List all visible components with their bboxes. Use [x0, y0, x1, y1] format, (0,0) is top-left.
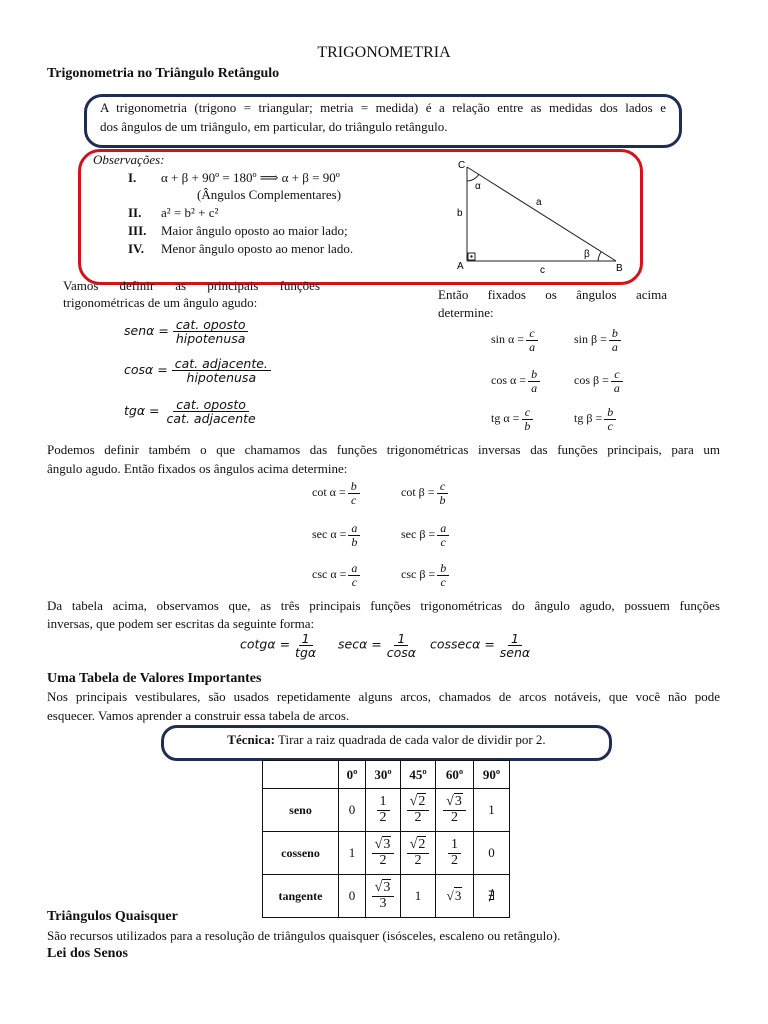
- fraction-denominator: 2: [451, 809, 458, 825]
- fraction-denominator: c: [351, 492, 357, 507]
- table-header-cell: 60º: [436, 761, 474, 789]
- alpha-label: α: [475, 181, 481, 192]
- fraction-denominator: hipotenusa: [186, 370, 257, 386]
- table-row-label: cosseno: [263, 832, 339, 875]
- table-cell: [401, 789, 436, 832]
- table-cell: [474, 789, 510, 832]
- fraction-denominator: b: [351, 534, 358, 549]
- ratio-formula: [574, 368, 625, 394]
- table-cell: [366, 875, 401, 918]
- tecnica-description: Tirar a raiz quadrada de cada valor de dividir por 2.: [274, 732, 546, 747]
- ratio-fraction: [348, 480, 360, 506]
- table-value: [441, 793, 468, 825]
- value-fraction: [443, 795, 466, 825]
- fraction-numerator: 1: [508, 632, 522, 646]
- fraction-numerator: cat. oposto: [173, 398, 249, 412]
- ratio-fraction: [437, 562, 449, 588]
- ratio-formula: [312, 522, 362, 548]
- reciprocal-fraction: [292, 632, 319, 659]
- table-value: [405, 793, 432, 825]
- ratio-fraction: [437, 522, 449, 548]
- ratio-lhs: sin β =: [574, 331, 607, 346]
- definition-formula: [124, 357, 273, 384]
- ratio-formula: [401, 522, 451, 548]
- square-root: √2: [409, 793, 426, 809]
- ratio-fraction: [348, 562, 360, 588]
- reciprocal-para-line-2: inversas, que podem ser escritas da seguinte forma:: [47, 616, 315, 631]
- reciprocal-formula: [240, 632, 321, 659]
- table-value: [370, 879, 397, 911]
- table-value: 0: [488, 845, 495, 860]
- ratio-formula: [574, 327, 623, 353]
- fraction-denominator: cosα: [386, 645, 417, 661]
- fraction-numerator: cat. adjacente.: [172, 357, 271, 371]
- beta-label: β: [584, 249, 590, 260]
- reciprocal-fraction: [384, 632, 419, 659]
- table-cell: [401, 832, 436, 875]
- observation-text: a² = b² + c²: [161, 205, 219, 220]
- ratio-fraction: [437, 480, 449, 506]
- radicand: 2: [418, 836, 426, 852]
- table-row: [263, 789, 510, 832]
- table-cell: [436, 789, 474, 832]
- radicand: 3: [383, 836, 391, 852]
- fraction-denominator: c: [440, 574, 446, 589]
- fraction-denominator: a: [529, 339, 536, 354]
- table-value: 1: [488, 802, 495, 817]
- value-fraction: [377, 795, 390, 825]
- definitions-intro-line-1: Vamos definir as principais funções: [63, 278, 320, 293]
- observation-text: Menor ângulo oposto ao menor lado.: [161, 241, 354, 256]
- fraction-denominator: c: [440, 534, 446, 549]
- intro-line-2: dos ângulos de um triângulo, em particular, do triângulo retângulo.: [100, 119, 448, 134]
- right-intro-line-2: determine:: [438, 305, 494, 320]
- alpha-arc: [467, 174, 479, 181]
- definition-fraction: [173, 318, 249, 345]
- table-cell: [366, 789, 401, 832]
- observation-text: (Ângulos Complementares): [197, 187, 342, 202]
- reciprocal-lhs: cotgα =: [240, 636, 291, 652]
- observation-item: [128, 187, 341, 203]
- table-value: 1: [414, 888, 422, 903]
- tecnica-label: Técnica:: [227, 732, 275, 747]
- square-root: √3: [374, 836, 391, 852]
- ratio-lhs: cot β =: [401, 484, 435, 499]
- fraction-denominator: 3: [379, 895, 387, 911]
- fraction-numerator: b: [604, 406, 616, 420]
- reciprocal-lhs: secα =: [338, 636, 382, 652]
- ratio-lhs: cot α =: [312, 484, 346, 499]
- fraction-denominator: tgα: [295, 645, 317, 661]
- fraction-denominator: c: [351, 574, 358, 589]
- table-cell: [339, 875, 366, 918]
- table-header-cell: [263, 761, 339, 789]
- radicand: 2: [418, 793, 426, 809]
- fraction-numerator: [443, 795, 466, 811]
- observation-item: [128, 223, 348, 239]
- table-cell: [474, 832, 510, 875]
- fraction-numerator: [407, 838, 430, 854]
- fraction-numerator: a: [348, 522, 360, 536]
- side-b-label: b: [457, 208, 463, 219]
- observation-item: [128, 241, 353, 257]
- definition-formula: [124, 318, 250, 345]
- table-value: [447, 888, 463, 903]
- fraction-numerator: a: [348, 562, 360, 576]
- fraction-numerator: c: [522, 406, 533, 420]
- fraction-numerator: 1: [448, 838, 461, 854]
- fraction-numerator: cat. oposto: [173, 318, 249, 332]
- ratio-fraction: [604, 406, 616, 432]
- ratio-formula: [491, 406, 535, 432]
- fraction-denominator: senα: [499, 645, 531, 661]
- table-row-label: seno: [263, 789, 339, 832]
- table-cell: [339, 832, 366, 875]
- values-para-line-2: esquecer. Vamos aprender a construir essa tabela de arcos.: [47, 708, 350, 723]
- table-header-cell: 45º: [401, 761, 436, 789]
- observation-number: III.: [128, 223, 147, 238]
- inverse-para-line-2: ângulo agudo. Então fixados os ângulos acima determine:: [47, 461, 348, 476]
- beta-arc: [598, 252, 601, 261]
- definitions-intro-line-2: trigonométricas de um ângulo agudo:: [63, 295, 258, 310]
- table-value: 1: [348, 845, 356, 860]
- observation-text: α + β + 90º = 180º ⟹ α + β = 90º: [161, 170, 340, 185]
- square-root: √3: [446, 793, 462, 809]
- table-value: [405, 836, 432, 868]
- ratio-lhs: csc α =: [312, 566, 347, 581]
- observation-text: Maior ângulo oposto ao maior lado;: [161, 223, 348, 238]
- fraction-numerator: b: [528, 368, 540, 382]
- right-angle-dot: [470, 255, 472, 257]
- side-a-label: a: [536, 197, 542, 208]
- value-fraction: [407, 795, 430, 825]
- ratio-formula: [401, 562, 451, 588]
- vertex-b-label: B: [616, 263, 623, 274]
- definition-fraction: [164, 398, 259, 425]
- fraction-numerator: [372, 838, 395, 854]
- fraction-numerator: [407, 795, 430, 811]
- definition-lhs: tgα =: [124, 402, 160, 418]
- definition-lhs: cosα =: [124, 361, 168, 377]
- fraction-denominator: a: [611, 339, 618, 354]
- fraction-numerator: b: [348, 480, 360, 494]
- fraction-numerator: a: [437, 522, 449, 536]
- observation-number: IV.: [128, 241, 145, 256]
- reciprocal-formula: [338, 632, 421, 659]
- ratio-fraction: [526, 327, 538, 353]
- value-fraction: [372, 881, 395, 911]
- fraction-denominator: 2: [414, 809, 422, 825]
- ratio-lhs: csc β =: [401, 566, 436, 581]
- reciprocal-para-line-1: Da tabela acima, observamos que, as três principais funções trigonométricas do ângulo agudo, possuem funções: [47, 598, 720, 613]
- table-row: [263, 832, 510, 875]
- section-heading-values-table: Uma Tabela de Valores Importantes: [47, 671, 262, 686]
- table-cell: [339, 789, 366, 832]
- section-heading-law-of-sines: Lei dos Senos: [47, 946, 128, 961]
- table-value: 0: [348, 802, 356, 817]
- table-cell: [401, 875, 436, 918]
- value-fraction: [372, 838, 395, 868]
- reciprocal-fraction: [497, 632, 533, 659]
- fraction-denominator: 2: [414, 852, 422, 868]
- table-header-cell: 90º: [474, 761, 510, 789]
- ratio-formula: [312, 562, 362, 588]
- fraction-numerator: b: [609, 327, 621, 341]
- page-title: TRIGONOMETRIA: [317, 44, 451, 61]
- fraction-denominator: 2: [379, 852, 387, 868]
- ratio-lhs: tg β =: [574, 410, 603, 425]
- right-intro-line-1: Então fixados os ângulos acima: [438, 287, 667, 302]
- ratio-lhs: sec β =: [401, 526, 436, 541]
- table-value: [375, 793, 392, 825]
- ratio-fraction: [609, 327, 621, 353]
- radicand: 3: [383, 879, 391, 895]
- fraction-denominator: b: [439, 492, 446, 507]
- ratio-formula: [401, 480, 451, 506]
- table-cell: [474, 875, 510, 918]
- observation-number: I.: [128, 170, 137, 185]
- ratio-fraction: [348, 522, 360, 548]
- ratio-lhs: cos α =: [491, 372, 527, 387]
- right-triangle-diagram: [450, 155, 635, 277]
- square-root: √3: [446, 888, 462, 903]
- fraction-denominator: hipotenusa: [175, 331, 246, 347]
- section-heading-right-triangle: Trigonometria no Triângulo Retângulo: [47, 66, 280, 81]
- observations-heading: Observações:: [93, 152, 165, 167]
- table-row-label: tangente: [263, 875, 339, 918]
- definition-formula: [124, 398, 261, 425]
- reciprocal-formula: [430, 632, 535, 659]
- ratio-fraction: [521, 406, 533, 432]
- ratio-lhs: sin α =: [491, 331, 525, 346]
- ratio-lhs: tg α =: [491, 410, 520, 425]
- fraction-numerator: b: [437, 562, 449, 576]
- table-row: [263, 875, 510, 918]
- notable-angles-table: [262, 760, 510, 918]
- section-heading-any-triangles: Triângulos Quaisquer: [47, 909, 178, 924]
- ratio-fraction: [528, 368, 540, 394]
- ratio-fraction: [611, 368, 623, 394]
- ratio-formula: [312, 480, 362, 506]
- table-value: ∄: [487, 888, 496, 903]
- vertex-a-label: A: [457, 261, 464, 272]
- fraction-numerator: c: [611, 368, 622, 382]
- value-fraction: [448, 838, 461, 868]
- observation-item: [128, 170, 340, 186]
- fraction-numerator: 1: [394, 632, 408, 646]
- ratio-formula: [491, 368, 542, 394]
- fraction-numerator: [372, 881, 395, 897]
- any-triangles-paragraph: São recursos utilizados para a resolução de triângulos quaisquer (isósceles, escaleno ou retângulo).: [47, 928, 561, 943]
- table-header-row: [263, 761, 510, 789]
- radicand: 3: [454, 793, 462, 809]
- fraction-denominator: 2: [451, 852, 458, 868]
- vertex-c-label: C: [458, 160, 466, 171]
- table-cell: [436, 875, 474, 918]
- ratio-formula: [574, 406, 618, 432]
- intro-line-1: A trigonometria (trigono = triangular; metria = medida) é a relação entre as medidas dos lados e: [100, 100, 666, 115]
- observation-number: II.: [128, 205, 142, 220]
- observation-item: [128, 205, 218, 221]
- definition-fraction: [172, 357, 271, 384]
- fraction-numerator: 1: [377, 795, 390, 811]
- ratio-formula: [491, 327, 540, 353]
- table-cell: [366, 832, 401, 875]
- table-header-cell: 0º: [339, 761, 366, 789]
- fraction-denominator: a: [613, 380, 620, 395]
- ratio-lhs: cos β =: [574, 372, 609, 387]
- square-root: √3: [374, 879, 391, 895]
- value-fraction: [407, 838, 430, 868]
- table-header-cell: 30º: [366, 761, 401, 789]
- fraction-numerator: c: [526, 327, 537, 341]
- ratio-lhs: sec α =: [312, 526, 347, 541]
- reciprocal-lhs: cossecα =: [430, 636, 495, 652]
- fraction-numerator: 1: [299, 632, 313, 646]
- fraction-denominator: 2: [379, 809, 387, 825]
- inverse-para-line-1: Podemos definir também o que chamamos das funções trigonométricas inversas das funções principais, para um: [47, 442, 720, 457]
- table-value: [446, 836, 463, 868]
- radicand: 3: [454, 888, 462, 903]
- tecnica-text: [161, 732, 612, 748]
- values-para-line-1: Nos principais vestibulares, são usados repetidamente alguns arcos, chamados de arcos notáveis, que você não pode: [47, 689, 720, 704]
- side-a-line: [467, 167, 616, 261]
- table-cell: [436, 832, 474, 875]
- side-c-label: c: [540, 265, 545, 276]
- fraction-denominator: a: [531, 380, 538, 395]
- fraction-denominator: b: [524, 418, 531, 433]
- fraction-denominator: cat. adjacente: [166, 411, 256, 427]
- table-value: [370, 836, 397, 868]
- fraction-numerator: c: [437, 480, 448, 494]
- definition-lhs: senα =: [124, 322, 169, 338]
- table-value: 0: [348, 888, 356, 903]
- square-root: √2: [409, 836, 426, 852]
- fraction-denominator: c: [607, 418, 613, 433]
